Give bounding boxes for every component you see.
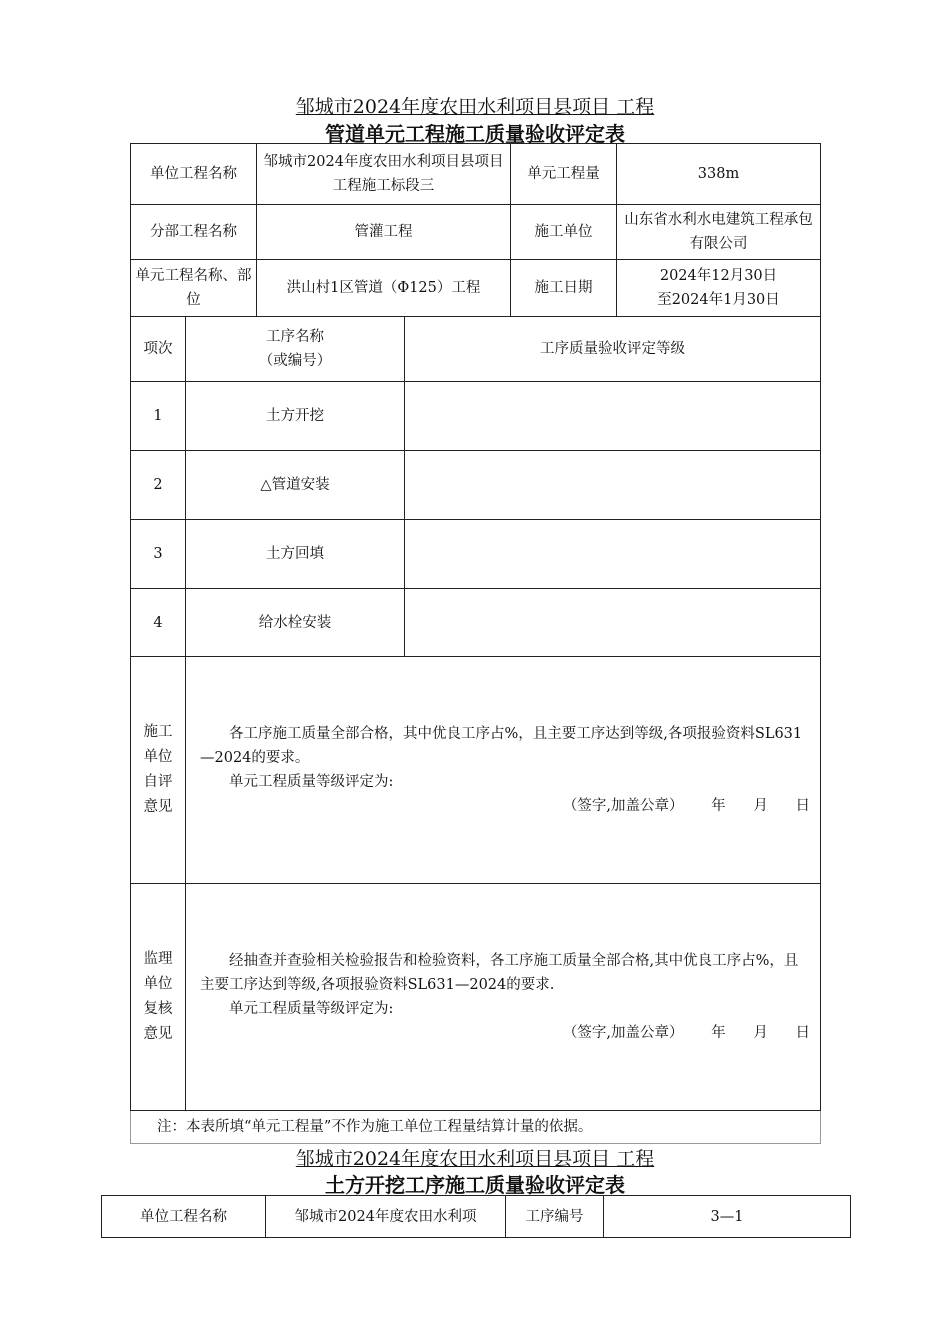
form1-row-unit-name — [131, 260, 821, 317]
form2-label-unit-project: 单位工程名称 — [102, 1196, 266, 1238]
contractor-opinion-text: 各工序施工质量全部合格，其中优良工序占%，且主要工序达到等级,各项报验资料SL631—2024的要求。 — [200, 726, 803, 766]
label-unit-project: 单位工程名称 — [131, 144, 257, 205]
item-grade — [405, 382, 821, 451]
form1-row-unit-project — [131, 144, 821, 205]
form1-title-line: 邹城市2024年度农田水利项目县项目 工程 — [295, 96, 655, 118]
note-row — [131, 1111, 821, 1144]
form1-title-main: 管道单元工程施工质量验收评定表 — [325, 122, 625, 146]
item-name: 土方开挖 — [186, 382, 405, 451]
supervisor-opinion-content — [186, 884, 821, 1111]
item-no: 2 — [131, 451, 186, 520]
form2-value-unit-project: 邹城市2024年度农田水利项 — [266, 1196, 506, 1238]
table-note: 注：本表所填“单元工程量”不作为施工单位工程量结算计量的依据。 — [131, 1111, 821, 1144]
form2-table — [101, 1195, 851, 1238]
contractor-opinion-label: 施工 单位 自评 意见 — [131, 657, 186, 884]
form2-value-process-no: 3—1 — [604, 1196, 851, 1238]
item-name: 给水栓安装 — [186, 589, 405, 657]
supervisor-sign-line: （签字,加盖公章） 年 月 日 — [562, 1025, 810, 1041]
item-no: 1 — [131, 382, 186, 451]
supervisor-opinion-row — [131, 884, 821, 1111]
item-grade — [405, 589, 821, 657]
item-name: 土方回填 — [186, 520, 405, 589]
form2-title-main: 土方开挖工序施工质量验收评定表 — [325, 1173, 625, 1197]
label-sub-project: 分部工程名称 — [131, 205, 257, 260]
contractor-opinion-content — [186, 657, 821, 884]
contractor-opinion-row — [131, 657, 821, 884]
value-construction-date — [617, 260, 821, 317]
contractor-sign-line: （签字,加盖公章） 年 月 日 — [562, 798, 810, 814]
value-unit-name: 洪山村1区管道（Φ125）工程 — [257, 260, 511, 317]
form2-title-line: 邹城市2024年度农田水利项目县项目 工程 — [295, 1148, 655, 1170]
table-row — [131, 520, 821, 589]
label-unit-quantity: 单元工程量 — [511, 144, 617, 205]
value-unit-quantity: 338m — [617, 144, 821, 205]
form2-label-process-no: 工序编号 — [506, 1196, 604, 1238]
item-grade — [405, 451, 821, 520]
table-row — [131, 451, 821, 520]
item-grade — [405, 520, 821, 589]
table-row — [131, 589, 821, 657]
item-no: 3 — [131, 520, 186, 589]
header-process-name-1: 工序名称 — [266, 329, 324, 345]
date-to: 至2024年1月30日 — [657, 292, 780, 308]
date-from: 2024年12月30日 — [659, 268, 778, 284]
form1-row-sub-project — [131, 205, 821, 260]
form1-table — [130, 143, 821, 1144]
item-no: 4 — [131, 589, 186, 657]
table-row — [131, 382, 821, 451]
label-construction-date: 施工日期 — [511, 260, 617, 317]
value-sub-project: 管灌工程 — [257, 205, 511, 260]
form2-row-unit-project — [102, 1196, 851, 1238]
value-contractor: 山东省水利水电建筑工程承包有限公司 — [617, 205, 821, 260]
header-process-name-2: （或编号） — [258, 353, 332, 369]
supervisor-grade-line: 单元工程质量等级评定为: — [229, 1001, 394, 1017]
label-unit-name: 单元工程名称、部位 — [131, 260, 257, 317]
supervisor-opinion-text: 经抽查并查验相关检验报告和检验资料，各工序施工质量全部合格,其中优良工序占%，且主要工序达到等级,各项报验资料SL631—2024的要求. — [200, 953, 799, 993]
header-item-no: 项次 — [131, 317, 186, 382]
item-name: △管道安装 — [186, 451, 405, 520]
label-contractor: 施工单位 — [511, 205, 617, 260]
form1-header-row — [131, 317, 821, 382]
value-unit-project: 邹城市2024年度农田水利项目县项目工程施工标段三 — [257, 144, 511, 205]
contractor-grade-line: 单元工程质量等级评定为: — [229, 774, 394, 790]
header-process-name — [186, 317, 405, 382]
supervisor-opinion-label: 监理 单位 复核 意见 — [131, 884, 186, 1111]
header-quality-grade: 工序质量验收评定等级 — [405, 317, 821, 382]
